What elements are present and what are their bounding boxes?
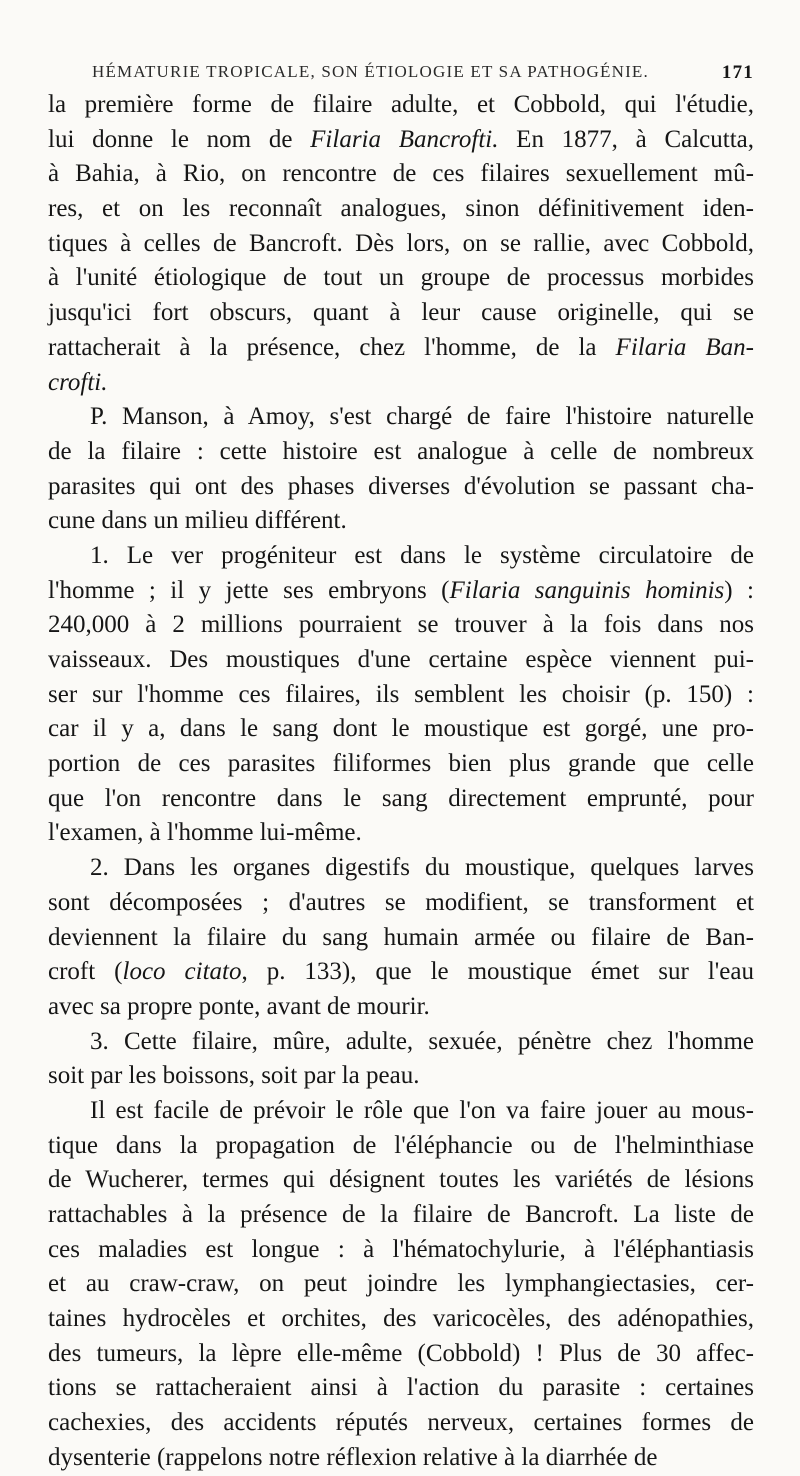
text-line (48, 400, 754, 435)
text-line (48, 435, 754, 470)
italic-text: crofti. (48, 368, 108, 396)
text-run: l'homme ; il y jette ses embryons ( (48, 576, 450, 604)
text-run: car il y a, dans le sang dont le moustique est gorgé, une pro- (48, 715, 754, 743)
text-run: P. Manson, à Amoy, s'est chargé de faire l'histoire naturelle (90, 403, 754, 431)
text-line (48, 504, 754, 539)
text-line (48, 227, 754, 262)
text-line (48, 1233, 754, 1268)
text-line (48, 1129, 754, 1164)
text-run: res, et on les reconnaît analogues, sinon définitivement iden- (48, 195, 754, 223)
text-line (48, 1406, 754, 1441)
text-line (48, 1094, 754, 1129)
text-run: croft ( (48, 958, 123, 986)
text-line (48, 470, 754, 505)
text-run: de la filaire : cette histoire est analogue à celle de nombreux (48, 437, 754, 465)
text-run: 240,000 à 2 millions pourraient se trouver à la fois dans nos (48, 611, 754, 639)
italic-text: Filaria sanguinis hominis (449, 576, 725, 604)
text-run: tiques à celles de Bancroft. Dès lors, on se rallie, avec Cobbold, (48, 229, 754, 257)
italic-text: loco citato (122, 958, 242, 986)
text-line (48, 782, 754, 817)
text-line (48, 1302, 754, 1337)
text-run: de Wucherer, termes qui désignent toutes les variétés de lésions (48, 1166, 754, 1194)
text-run: rattacherait à la présence, chez l'homme, de la (48, 333, 616, 361)
text-line (48, 643, 754, 678)
text-line (48, 366, 754, 401)
text-run: à Bahia, à Rio, on rencontre de ces filaires sexuellement mû- (48, 160, 754, 188)
text-line (48, 747, 754, 782)
text-run: et au craw-craw, on peut joindre les lymphangiectasies, cer- (48, 1270, 754, 1298)
text-line (48, 296, 754, 331)
text-run: dysenterie (rappelons notre réflexion relative à la diarrhée de (48, 1443, 658, 1471)
text-run: rattachables à la présence de la filaire de Bancroft. La liste de (48, 1201, 754, 1228)
text-line (48, 1163, 754, 1198)
text-line (48, 192, 754, 227)
text-line (48, 1371, 754, 1406)
text-line (48, 712, 754, 747)
text-run: tions se rattacheraient ainsi à l'action du parasite : certaines (48, 1374, 754, 1402)
text-line (48, 990, 754, 1025)
text-line (48, 1059, 754, 1094)
page-number: 171 (721, 62, 754, 83)
text-line (48, 608, 754, 643)
text-run: lui donne le nom de (48, 125, 311, 153)
text-run: cachexies, des accidents réputés nerveux, certaines formes de (48, 1409, 754, 1437)
text-run: sont décomposées ; d'autres se modifient, se transforment et (48, 888, 754, 916)
text-run: ces maladies est longue : à l'hématochylurie, à l'éléphantiasis (48, 1235, 754, 1263)
body-text (48, 88, 754, 1476)
text-run: des tumeurs, la lèpre elle-même (Cobbold) ! Plus de 30 affec- (48, 1339, 754, 1367)
italic-text: Filaria Bancrofti. (310, 125, 499, 153)
text-line (48, 539, 754, 574)
text-line (48, 123, 754, 158)
text-line (48, 886, 754, 921)
italic-text: Filaria Ban- (615, 333, 755, 361)
text-run: la première forme de filaire adulte, et Cobbold, qui l'étudie, (48, 91, 754, 118)
text-run: ser sur l'homme ces filaires, ils semblent les choisir (p. 150) : (48, 680, 754, 708)
text-run: 1. Le ver progéniteur est dans le système circulatoire de (90, 541, 754, 569)
text-run: que l'on rencontre dans le sang directement emprunté, pour (48, 784, 754, 812)
running-title: HÉMATURIE TROPICALE, SON ÉTIOLOGIE ET SA PATHOGÉNIE. (92, 62, 649, 81)
text-line (48, 851, 754, 886)
text-line (48, 1267, 754, 1302)
text-run: deviennent la filaire du sang humain armée ou filaire de Ban- (48, 923, 754, 951)
text-line (48, 955, 754, 990)
text-run: 2. Dans les organes digestifs du moustique, quelques larves (90, 854, 754, 882)
text-run: Il est facile de prévoir le rôle que l'on va faire jouer au mous- (90, 1096, 754, 1124)
text-run: avec sa propre ponte, avant de mourir. (48, 992, 430, 1020)
text-line (48, 921, 754, 956)
text-line (48, 331, 754, 366)
text-line (48, 816, 754, 851)
text-run: vaisseaux. Des moustiques d'une certaine espèce viennent pui- (48, 646, 754, 673)
text-line (48, 1025, 754, 1060)
text-line (48, 574, 754, 609)
text-run: soit par les boissons, soit par la peau. (48, 1062, 420, 1090)
text-run: , p. 133), que le moustique émet sur l'eau (241, 958, 754, 986)
text-run: tique dans la propagation de l'éléphancie ou de l'helminthiase (48, 1131, 754, 1159)
text-line (48, 88, 754, 123)
text-line (48, 157, 754, 192)
text-run: parasites qui ont des phases diverses d'évolution se passant cha- (48, 472, 754, 500)
text-line (48, 1441, 754, 1476)
text-run: taines hydrocèles et orchites, des varicocèles, des adénopathies, (48, 1305, 754, 1333)
text-line (48, 1198, 754, 1233)
text-run: l'examen, à l'homme lui-même. (48, 819, 362, 847)
text-line (48, 1337, 754, 1372)
text-run: jusqu'ici fort obscurs, quant à leur cause originelle, qui se (48, 299, 754, 327)
text-line (48, 261, 754, 296)
text-line (48, 678, 754, 713)
text-run: portion de ces parasites filiformes bien plus grande que celle (48, 750, 754, 778)
text-run: cune dans un milieu différent. (48, 507, 347, 535)
text-run: 3. Cette filaire, mûre, adulte, sexuée, pénètre chez l'homme (90, 1027, 754, 1055)
text-run: En 1877, à Calcutta, (498, 125, 754, 153)
text-run: ) : (724, 576, 754, 604)
text-run: à l'unité étiologique de tout un groupe de processus morbides (48, 264, 754, 292)
